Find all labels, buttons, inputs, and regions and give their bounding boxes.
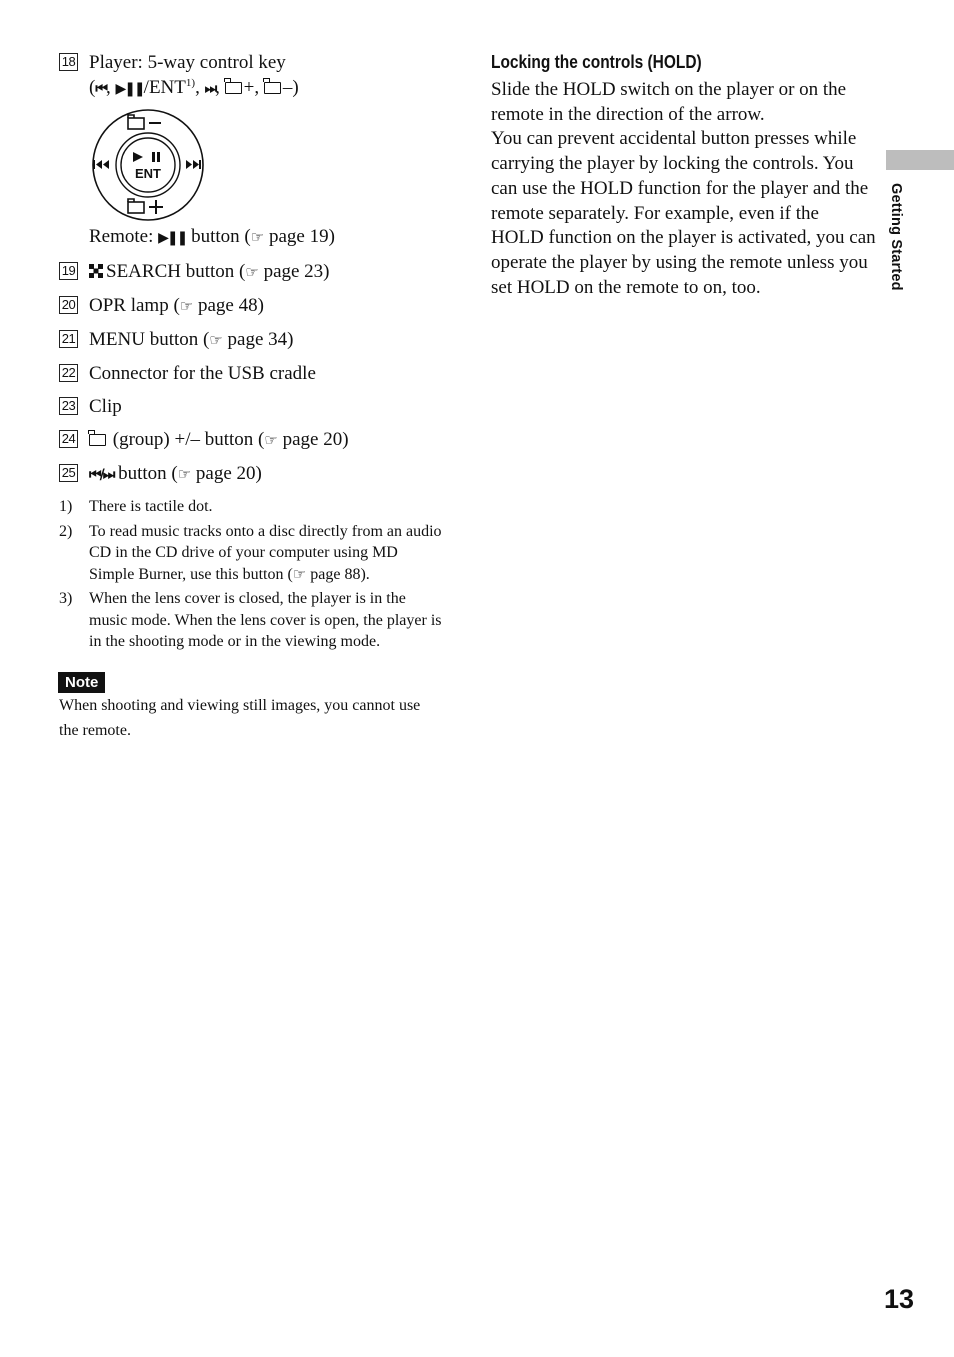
footnote [58, 496, 443, 518]
hand-pointer-icon: ☞ [250, 228, 265, 246]
section-tab-label: Getting Started [888, 183, 904, 291]
separator: , [195, 77, 200, 98]
footnote-mark: 3) [59, 590, 73, 607]
remote-text: button ( [191, 226, 251, 247]
page-ref: page 20) [282, 429, 349, 450]
item-number: 23 [59, 397, 78, 415]
item-number: 20 [59, 296, 78, 314]
next-track-icon: ⏭ [204, 81, 216, 97]
folder-icon [225, 82, 242, 94]
item-number: 18 [59, 53, 78, 71]
item-18-title: Player: 5-way control key [89, 52, 286, 73]
note-label: Note [58, 672, 105, 693]
item-number: 24 [59, 430, 78, 448]
control-key-diagram [89, 108, 209, 222]
separator: , [215, 77, 220, 98]
prev-track-icon: ⏮ [95, 81, 106, 97]
item-number: 22 [59, 364, 78, 382]
page-ref: page 34) [227, 329, 294, 350]
left-column [58, 50, 443, 743]
item-text: Connector for the USB cradle [89, 363, 316, 384]
item-text: Clip [89, 396, 122, 417]
item-18 [58, 50, 443, 251]
ent-label: ENT [135, 166, 161, 181]
item-text: SEARCH button ( [106, 261, 246, 282]
hand-pointer-icon: ☞ [179, 297, 194, 315]
minus-label: –) [282, 77, 299, 98]
paren-open: ( [89, 77, 96, 98]
footnote-mark: 2) [59, 522, 73, 540]
item-22 [58, 361, 443, 386]
page-ref: page 23) [263, 261, 330, 282]
hand-pointer-icon: ☞ [245, 263, 259, 281]
hand-pointer-icon: ☞ [177, 465, 192, 483]
prev-next-icon: ⏮/⏭ [89, 467, 114, 483]
center-button [121, 138, 175, 192]
item-18-keys [89, 75, 443, 102]
paragraph: Slide the HOLD switch on the player or on the remote in the direction of the arrow. [491, 79, 847, 125]
item-number: 25 [59, 464, 78, 482]
middle-ring [116, 133, 180, 197]
footnote-text: When the lens cover is closed, the player is in the music mode. When the lens cover is open, the player is in the shooting mode or in the viewing mode. [89, 590, 442, 650]
separator: , [105, 77, 111, 98]
folder-minus-icon [128, 115, 161, 129]
prev-track-icon [93, 160, 109, 169]
remote-label: Remote: [89, 226, 154, 247]
play-pause-icon: ▶❚❚ [158, 230, 187, 246]
page-ref: page 88). [310, 565, 370, 583]
play-pause-icon: ▶❚❚ [115, 81, 144, 97]
plus-label: +, [243, 77, 260, 98]
hand-pointer-icon: ☞ [209, 331, 223, 349]
folder-icon [89, 434, 106, 446]
search-icon [89, 264, 103, 278]
item-text: button ( [118, 463, 178, 484]
page-number: 13 [884, 1284, 915, 1314]
item-number: 19 [59, 262, 78, 280]
item-number: 21 [59, 330, 78, 348]
item-20 [58, 293, 443, 319]
section-tab-bar [886, 150, 954, 170]
page-ref: page 20) [195, 463, 262, 484]
item-21 [58, 327, 443, 353]
page-ref: page 19) [268, 226, 335, 247]
right-column [491, 49, 876, 300]
footnote-ref: 1) [185, 77, 196, 89]
item-23 [58, 394, 443, 419]
item-text: OPR lamp ( [89, 295, 180, 316]
item-24 [58, 427, 443, 453]
note-text: When shooting and viewing still images, you cannot use the remote. [59, 696, 421, 739]
next-track-icon [186, 160, 201, 169]
footnote-mark: 1) [59, 498, 73, 515]
ent-label: /ENT [143, 77, 186, 98]
footnotes [58, 496, 443, 653]
item-19 [58, 259, 443, 285]
footnote [58, 521, 443, 586]
folder-plus-icon [128, 199, 163, 214]
hand-pointer-icon: ☞ [264, 431, 278, 449]
hand-pointer-icon: ☞ [292, 564, 307, 583]
play-pause-icon [133, 152, 160, 162]
item-25 [58, 461, 443, 488]
footnote-text: There is tactile dot. [89, 498, 213, 515]
footnote-text: To read music tracks onto a disc directly from an audio CD in the CD drive of your computer using MD Simple Burner, use this button ( [89, 522, 442, 583]
section-heading: Locking the controls (HOLD) [491, 52, 702, 72]
remote-line [89, 224, 443, 251]
item-text: MENU button ( [89, 329, 210, 350]
folder-icon [264, 82, 281, 94]
paragraph: You can prevent accidental button presses while carrying the player by locking the controls. You can use the HOLD function for the player and the remote separately. For example, even if the HOLD function on the player is activated, you can operate the player by using the remote unless you set HOLD on the remote to on, too. [491, 128, 876, 298]
item-text: (group) +/– button ( [112, 429, 265, 450]
page-ref: page 48) [197, 295, 264, 316]
footnote [58, 588, 443, 653]
